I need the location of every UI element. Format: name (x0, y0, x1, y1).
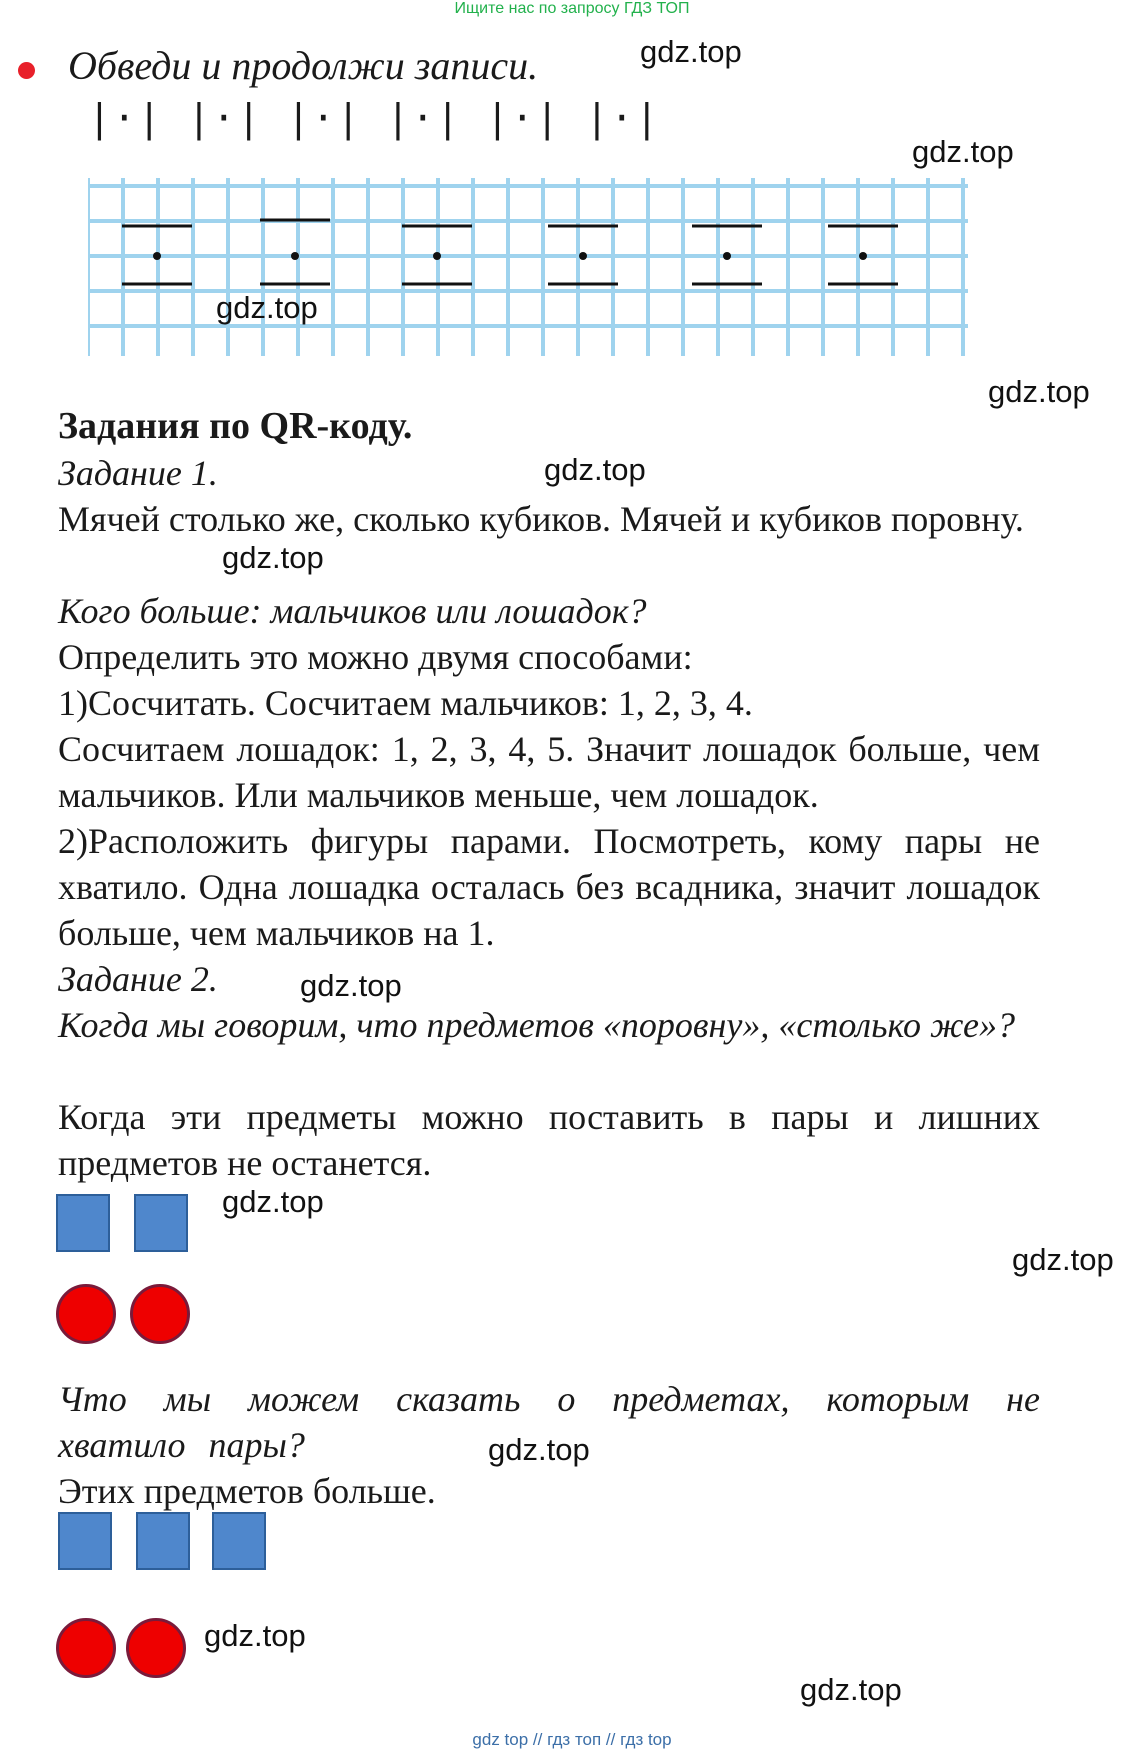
task2-question-2: Что мы можем сказать о предметах, которым не хватило пары? (58, 1379, 1040, 1465)
watermark: gdz.top (222, 540, 324, 575)
blue-square (136, 1512, 190, 1570)
traced-dot (579, 252, 587, 260)
watermark: gdz.top (544, 452, 646, 487)
traced-dot (291, 252, 299, 260)
traced-dot (723, 252, 731, 260)
watermark: gdz.top (800, 1672, 902, 1707)
task1-methods: Определить это можно двумя способами: (58, 637, 693, 677)
task2-question: Когда мы говорим, что предметов «поровну», «столько же»? (58, 1005, 1015, 1045)
task1-question: Кого больше: мальчиков или лошадок? (58, 591, 647, 631)
traced-dot (859, 252, 867, 260)
footer-links: gdz top // гдз топ // гдз top (472, 1730, 672, 1749)
traced-dot (153, 252, 161, 260)
blue-square (56, 1194, 110, 1252)
watermark: gdz.top (222, 1184, 324, 1219)
task1-method-2: 2)Расположить фигуры парами. Посмотреть, кому пары не хватило. Одна лошадка осталась без всадника, значит лошадок больше, чем мальчиков на 1. (58, 821, 1040, 953)
task1-answer: Мячей столько же, сколько кубиков. Мячей и кубиков поровну. (58, 499, 1024, 539)
task1-count-horses: Сосчитаем лошадок: 1, 2, 3, 4, 5. Значит лошадок больше, чем мальчиков. Или мальчиков меньше, чем лошадок. (58, 729, 1040, 815)
bullet-marker (18, 62, 35, 79)
search-hint-banner: Ищите нас по запросу ГДЗ ТОП (454, 0, 690, 17)
watermark: gdz.top (204, 1618, 306, 1653)
blue-square (212, 1512, 266, 1570)
blue-square (58, 1512, 112, 1570)
exercise-instruction: Обведи и продолжи записи. (68, 43, 539, 88)
qr-heading: Задания по QR-коду. (58, 405, 413, 447)
red-circle (56, 1618, 116, 1678)
watermark: gdz.top (988, 374, 1090, 409)
watermark: gdz.top (640, 34, 742, 69)
watermark: gdz.top (216, 290, 318, 325)
red-circle (126, 1618, 186, 1678)
blue-square (134, 1194, 188, 1252)
task1-method-1: 1)Сосчитать. Сосчитаем мальчиков: 1, 2, 3, 4. (58, 683, 753, 723)
watermark: gdz.top (488, 1432, 590, 1467)
watermark: gdz.top (300, 968, 402, 1003)
grid-exercise (88, 178, 968, 356)
sample-marks: |·| |·| |·| |·| |·| |·| (88, 96, 661, 140)
task2-answer: Когда эти предметы можно поставить в пары и лишних предметов не останется. (58, 1097, 1040, 1183)
task2-answer-2: Этих предметов больше. (58, 1471, 436, 1511)
task1-title: Задание 1. (58, 453, 218, 493)
watermark: gdz.top (1012, 1242, 1114, 1277)
traced-dot (433, 252, 441, 260)
watermark: gdz.top (912, 134, 1014, 169)
red-circle (130, 1284, 190, 1344)
red-circle (56, 1284, 116, 1344)
task2-title: Задание 2. (58, 959, 218, 999)
